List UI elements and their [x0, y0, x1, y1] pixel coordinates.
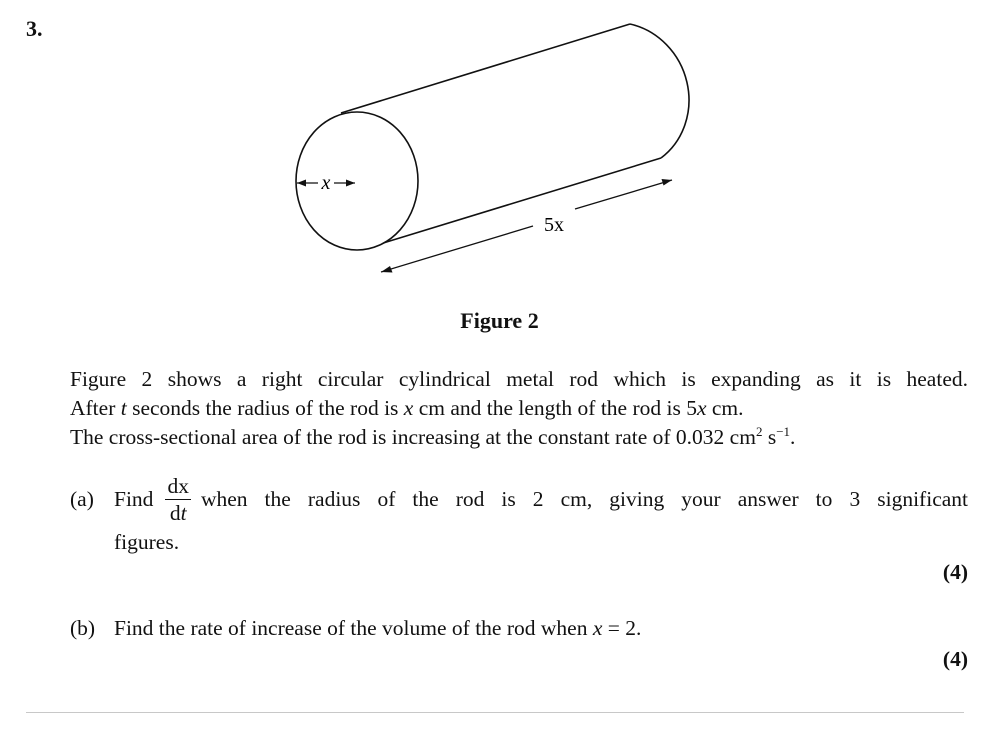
stem-text: cm and the length of the rod is 5 — [413, 396, 697, 420]
footer-rule — [26, 712, 964, 713]
den-d: d — [169, 500, 181, 525]
stem-text: After — [70, 396, 121, 420]
var-t: t — [120, 396, 127, 420]
superscript: 2 — [755, 424, 763, 439]
part-a-row-1 — [70, 468, 968, 530]
part-a-text: when the radius of the rod is 2 cm, giving your answer to 3 significant — [200, 486, 968, 511]
fraction-denominator — [170, 500, 187, 525]
length-dim-lower — [381, 226, 533, 272]
den-t: t — [180, 500, 187, 525]
radius-label: x — [321, 172, 331, 194]
stem-text: cm. — [706, 396, 744, 420]
fraction-numerator: dx — [167, 473, 189, 498]
length-arrowhead-lower — [381, 266, 393, 273]
stem-text: . — [790, 425, 796, 449]
cylinder-top-edge — [341, 24, 630, 113]
length-dim-upper — [575, 180, 672, 209]
cylinder-diagram — [0, 0, 999, 300]
stem-line-2 — [70, 394, 968, 423]
part-a-find: Find — [114, 486, 154, 511]
part-b — [70, 616, 968, 641]
superscript: −1 — [776, 424, 791, 439]
stem-line-3 — [70, 423, 968, 452]
stem-text: The cross-sectional area of the rod is increasing at the constant rate of 0.032 cm — [70, 425, 756, 449]
figure-caption: Figure 2 — [460, 308, 539, 333]
question-number: 3. — [26, 16, 43, 41]
part-a-row-2: figures. — [114, 530, 180, 554]
part-b-label: (b) — [70, 616, 96, 640]
part-a — [70, 468, 968, 555]
derivative-fraction — [165, 474, 191, 525]
part-b-text: Find the rate of increase of the volume of the rod when — [114, 616, 593, 640]
question-stem — [70, 365, 968, 452]
cylinder-back-end — [630, 24, 689, 158]
length-arrowhead-upper — [662, 179, 673, 186]
part-a-marks: (4) — [942, 560, 968, 584]
var-x: x — [592, 616, 603, 640]
var-x: x — [696, 396, 707, 420]
stem-line-1: Figure 2 shows a right circular cylindrical metal rod which is expanding as it is heated. — [70, 367, 968, 391]
part-b-text-end: = 2. — [602, 616, 642, 640]
stem-text: seconds the radius of the rod is — [126, 396, 404, 420]
part-a-label: (a) — [70, 486, 94, 511]
stem-text: s — [762, 425, 777, 449]
length-label-text: 5x — [544, 214, 564, 236]
cylinder-bottom-edge — [380, 158, 661, 244]
cylinder-front-face — [296, 112, 418, 250]
length-label — [544, 214, 564, 236]
var-x: x — [403, 396, 414, 420]
part-b-marks: (4) — [942, 647, 968, 671]
